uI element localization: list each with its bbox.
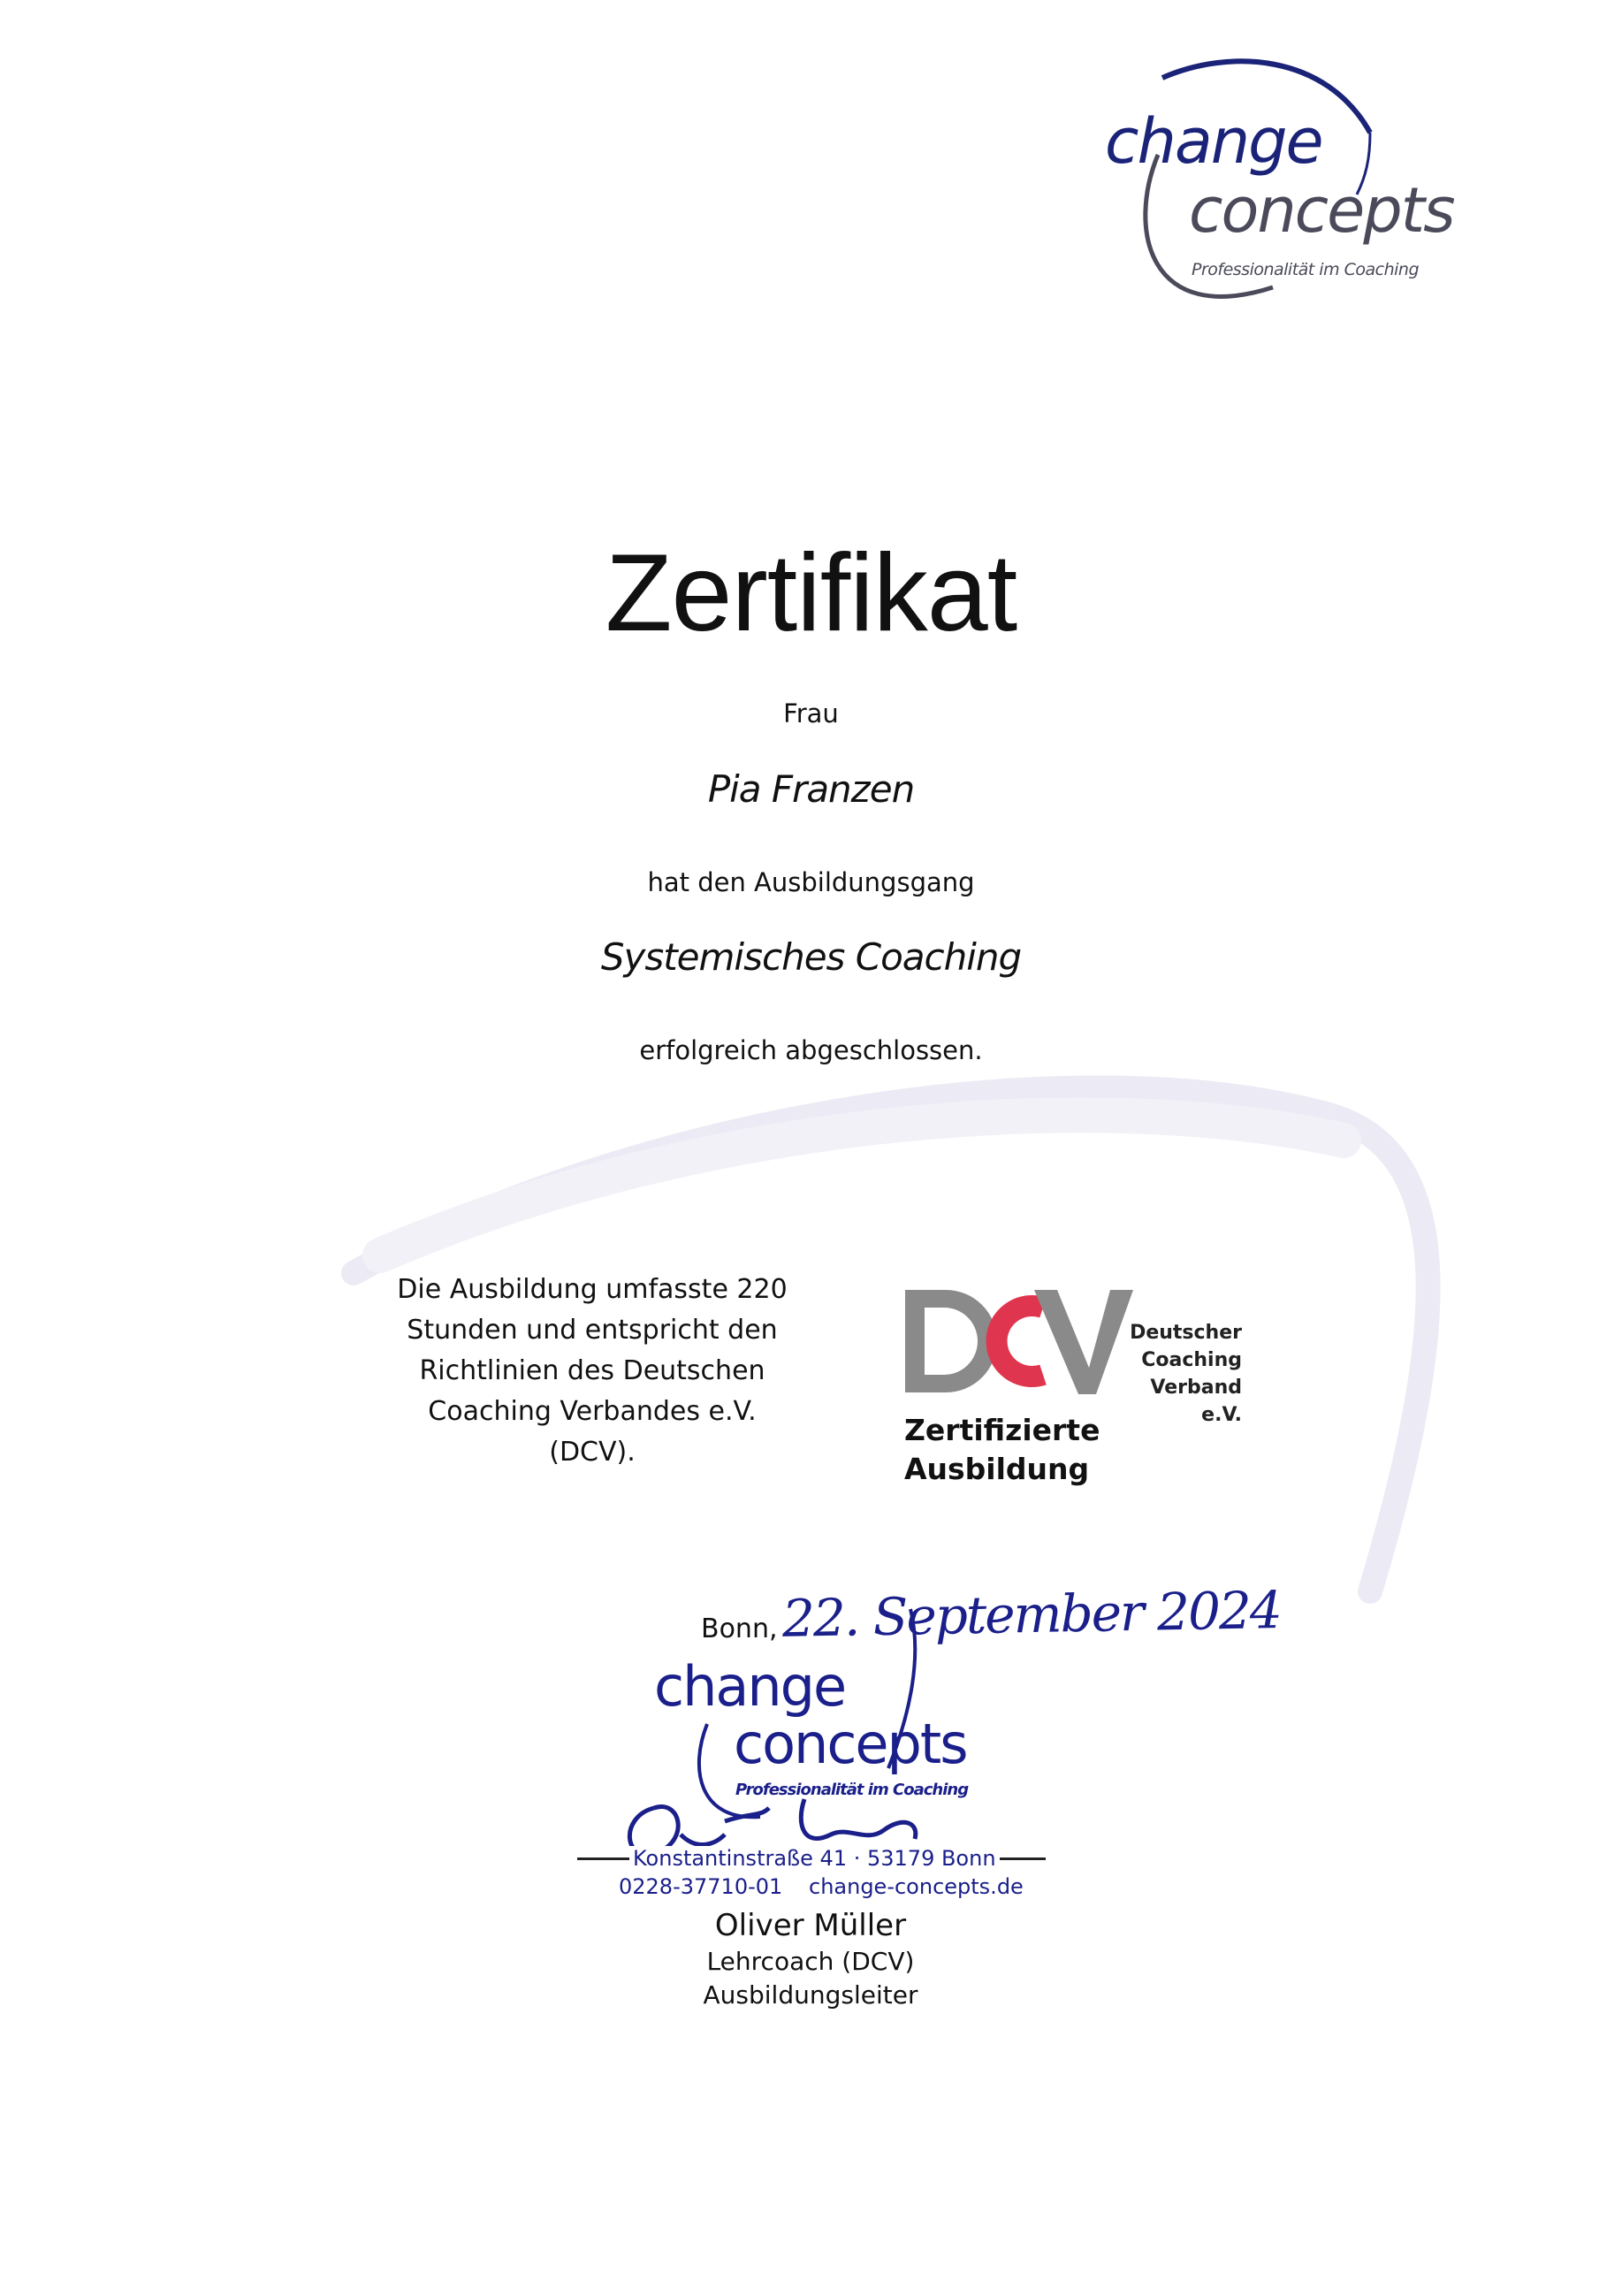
recipient-name: Pia Franzen xyxy=(707,767,915,811)
details-line: (DCV). xyxy=(549,1437,636,1468)
dcv-name-line: Verband e.V. xyxy=(1150,1377,1242,1426)
completion-text: erfolgreich abgeschlossen. xyxy=(639,1035,983,1065)
details-line: Die Ausbildung umfasste 220 xyxy=(397,1274,788,1305)
certificate-title: Zertifikat xyxy=(605,532,1017,654)
dcv-name-line: Deutscher xyxy=(1130,1322,1242,1344)
dcv-cert-line: Zertifizierte xyxy=(904,1413,1100,1447)
training-details xyxy=(380,1270,804,1473)
dcv-name-line: Coaching xyxy=(1141,1349,1242,1371)
signer-title: Ausbildungsleiter xyxy=(703,1980,918,2010)
logo-concepts: concepts xyxy=(1189,174,1454,247)
dcv-name xyxy=(1116,1319,1242,1429)
handwritten-date: 22. September 2024 xyxy=(781,1580,1282,1649)
course-name: Systemisches Coaching xyxy=(600,935,1022,979)
place: Bonn, xyxy=(701,1613,778,1644)
details-line: Richtlinien des Deutschen xyxy=(419,1355,765,1386)
intro-text: hat den Ausbildungsgang xyxy=(647,867,975,897)
stamp-website: change-concepts.de xyxy=(809,1874,1024,1899)
signer-name: Oliver Müller xyxy=(714,1908,907,1943)
salutation: Frau xyxy=(783,698,839,728)
details-line: Stunden und entspricht den xyxy=(407,1315,778,1346)
logo-tagline: Professionalität im Coaching xyxy=(1192,260,1420,279)
stamp-change: change xyxy=(654,1654,846,1719)
logo-change: change xyxy=(1105,105,1322,178)
dcv-certified-label xyxy=(904,1411,1100,1489)
dcv-mark-icon xyxy=(902,1286,1136,1397)
stamp-address: Konstantinstraße 41 · 53179 Bonn xyxy=(629,1846,1000,1871)
dcv-cert-line: Ausbildung xyxy=(904,1452,1090,1486)
stamp-tagline: Professionalität im Coaching xyxy=(735,1781,969,1799)
details-line: Coaching Verbandes e.V. xyxy=(428,1396,757,1427)
stamp-concepts: concepts xyxy=(734,1712,967,1776)
stamp-phone: 0228-37710-01 xyxy=(619,1874,783,1899)
signer-role: Lehrcoach (DCV) xyxy=(706,1947,915,1976)
